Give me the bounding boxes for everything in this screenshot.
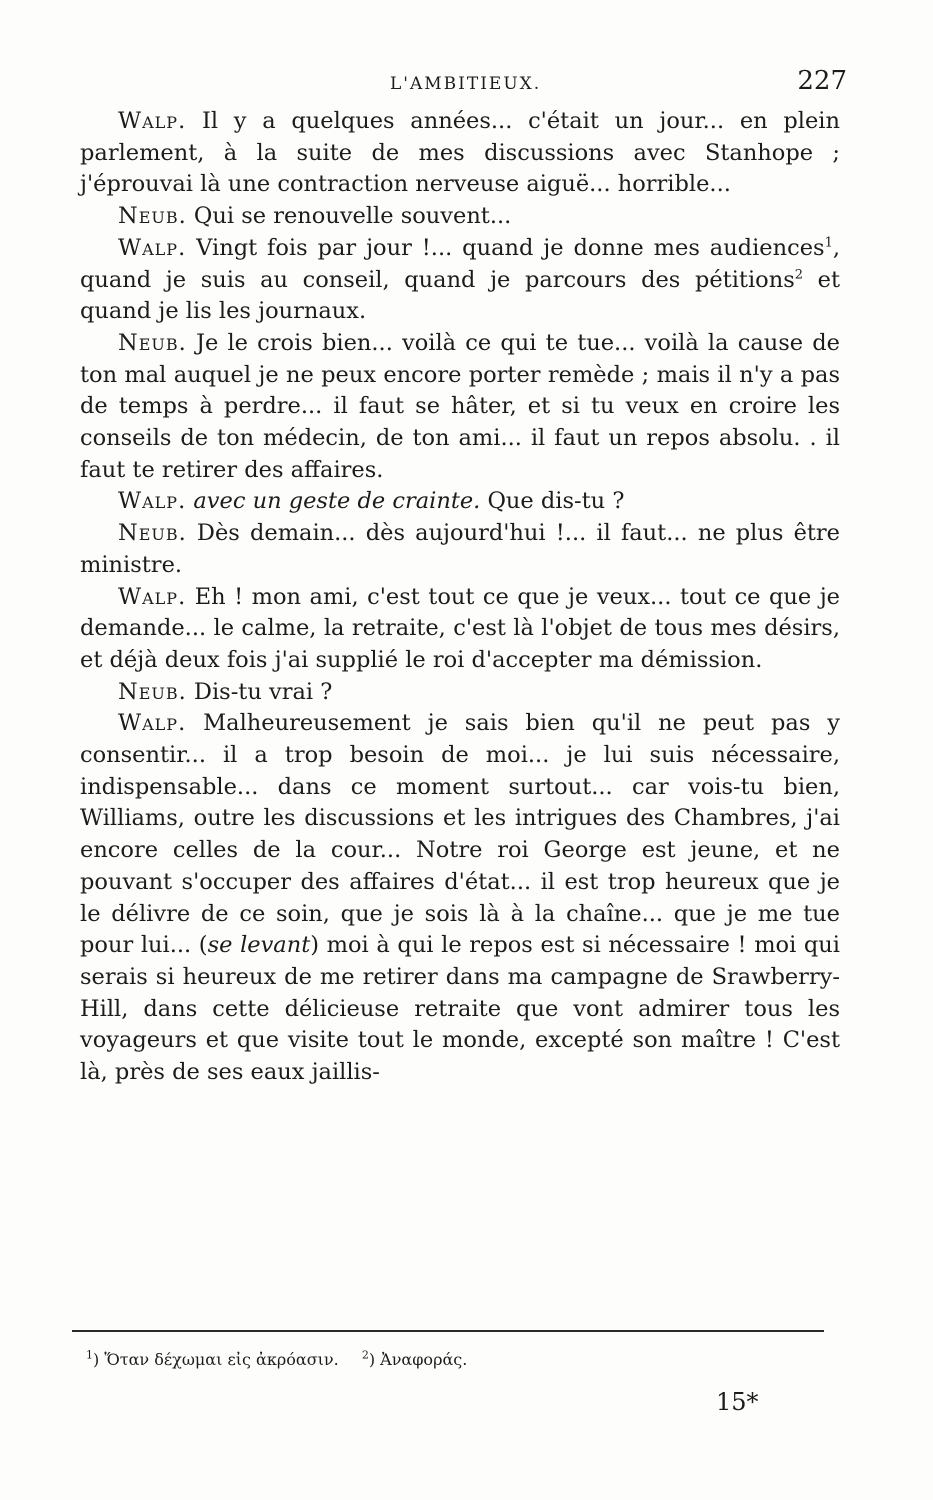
speaker-name: Neub. <box>118 678 187 705</box>
speech-text: Je le crois bien... voilà ce qui te tue... voilà la cause de ton mal auquel je ne peux encore porter remède ; mais il n'y a pas de temps à perdre... il faut se hâter, et si tu veux en croire les conseils de ton médecin, de ton ami... il faut un repos absolu. . il faut te retirer des affaires. <box>80 329 840 483</box>
dialogue-paragraph <box>80 708 840 1088</box>
speech-text: Que dis-tu ? <box>480 488 625 515</box>
stage-direction: avec un geste de crainte. <box>186 488 481 515</box>
speech-text: et quand je lis les journaux. <box>80 266 840 325</box>
dialogue-paragraph <box>80 486 840 518</box>
page-number: 227 <box>797 66 847 96</box>
footnote-text: ) Ἀναφοράς. <box>368 1350 468 1369</box>
footnotes <box>86 1350 485 1369</box>
footnote-ref: 2 <box>794 267 804 283</box>
footnote-mark: 2 <box>361 1348 369 1362</box>
speech-text: Vingt fois par jour !... quand je donne mes audiences <box>186 234 825 261</box>
speech-text: Eh ! mon ami, c'est tout ce que je veux... tout ce que je demande... le calme, la retraite, c'est là l'objet de tous mes désirs, et déjà deux fois j'ai supplié le roi d'accepter ma démission. <box>80 583 840 673</box>
speaker-name: Neub. <box>118 520 187 547</box>
speech-text: , quand je suis au conseil, quand je parcours des pétitions <box>80 234 840 293</box>
dialogue-paragraph <box>80 328 840 487</box>
dialogue-paragraph <box>80 106 840 201</box>
dialogue-paragraph <box>80 233 840 328</box>
body-text <box>80 106 840 1089</box>
signature-mark: 15* <box>716 1388 759 1416</box>
speech-text: Il y a quelques années... c'était un jour... en plein parlement, à la suite de mes discussions avec Stanhope ; j'éprouvai là une contraction nerveuse aiguë... horrible... <box>80 108 840 198</box>
speaker-name: Walp. <box>118 234 187 261</box>
footnote-mark: 1 <box>86 1348 93 1362</box>
speaker-name: Walp. <box>118 108 187 134</box>
footnote-text: ) Ὅταν δέχωμαι εἰς ἀκρόασιν. <box>93 1350 339 1369</box>
speaker-name: Neub. <box>118 203 187 230</box>
footnote-ref: 1 <box>824 235 833 251</box>
stage-direction: se levant <box>207 932 311 959</box>
running-title: L'AMBITIEUX. <box>390 74 542 94</box>
speech-text: Qui se renouvelle souvent... <box>186 203 512 230</box>
dialogue-paragraph <box>80 677 840 709</box>
running-head <box>80 66 847 102</box>
speaker-name: Walp. <box>118 488 187 515</box>
speech-text: ) moi à qui le repos est si nécessaire ! moi qui serais si heureux de me retirer dans ma campagne de Srawberry-Hill, dans cette délicieuse retraite que vont admirer tous les voyageurs et que visite tout le monde, excepté son maître ! C'est là, près de ses eaux jaillis- <box>80 932 840 1086</box>
dialogue-paragraph <box>80 582 840 677</box>
speaker-name: Walp. <box>118 583 187 610</box>
footnote <box>362 1350 468 1369</box>
speech-text: Malheureusement je sais bien qu'il ne peut pas y consentir... il a trop besoin de moi... je lui suis nécessaire, indispensable... dans ce moment surtout... car vois-tu bien, Williams, outre les discussions et les intrigues des Chambres, j'ai encore celles de la cour... Notre roi George est jeune, et ne pouvant s'occuper des affaires d'état... il est trop heureux que je le délivre de ce soin, que je sois là à la chaîne... que je me tue pour lui... ( <box>80 710 840 959</box>
dialogue-paragraph <box>80 518 840 581</box>
dialogue-paragraph <box>80 201 840 233</box>
speech-text: Dis-tu vrai ? <box>186 678 333 705</box>
speaker-name: Walp. <box>118 710 187 737</box>
footnote <box>86 1350 339 1369</box>
speaker-name: Neub. <box>118 329 187 356</box>
speech-text: Dès demain... dès aujourd'hui !... il faut... ne plus être ministre. <box>80 520 840 578</box>
footnote-divider <box>72 1330 824 1332</box>
